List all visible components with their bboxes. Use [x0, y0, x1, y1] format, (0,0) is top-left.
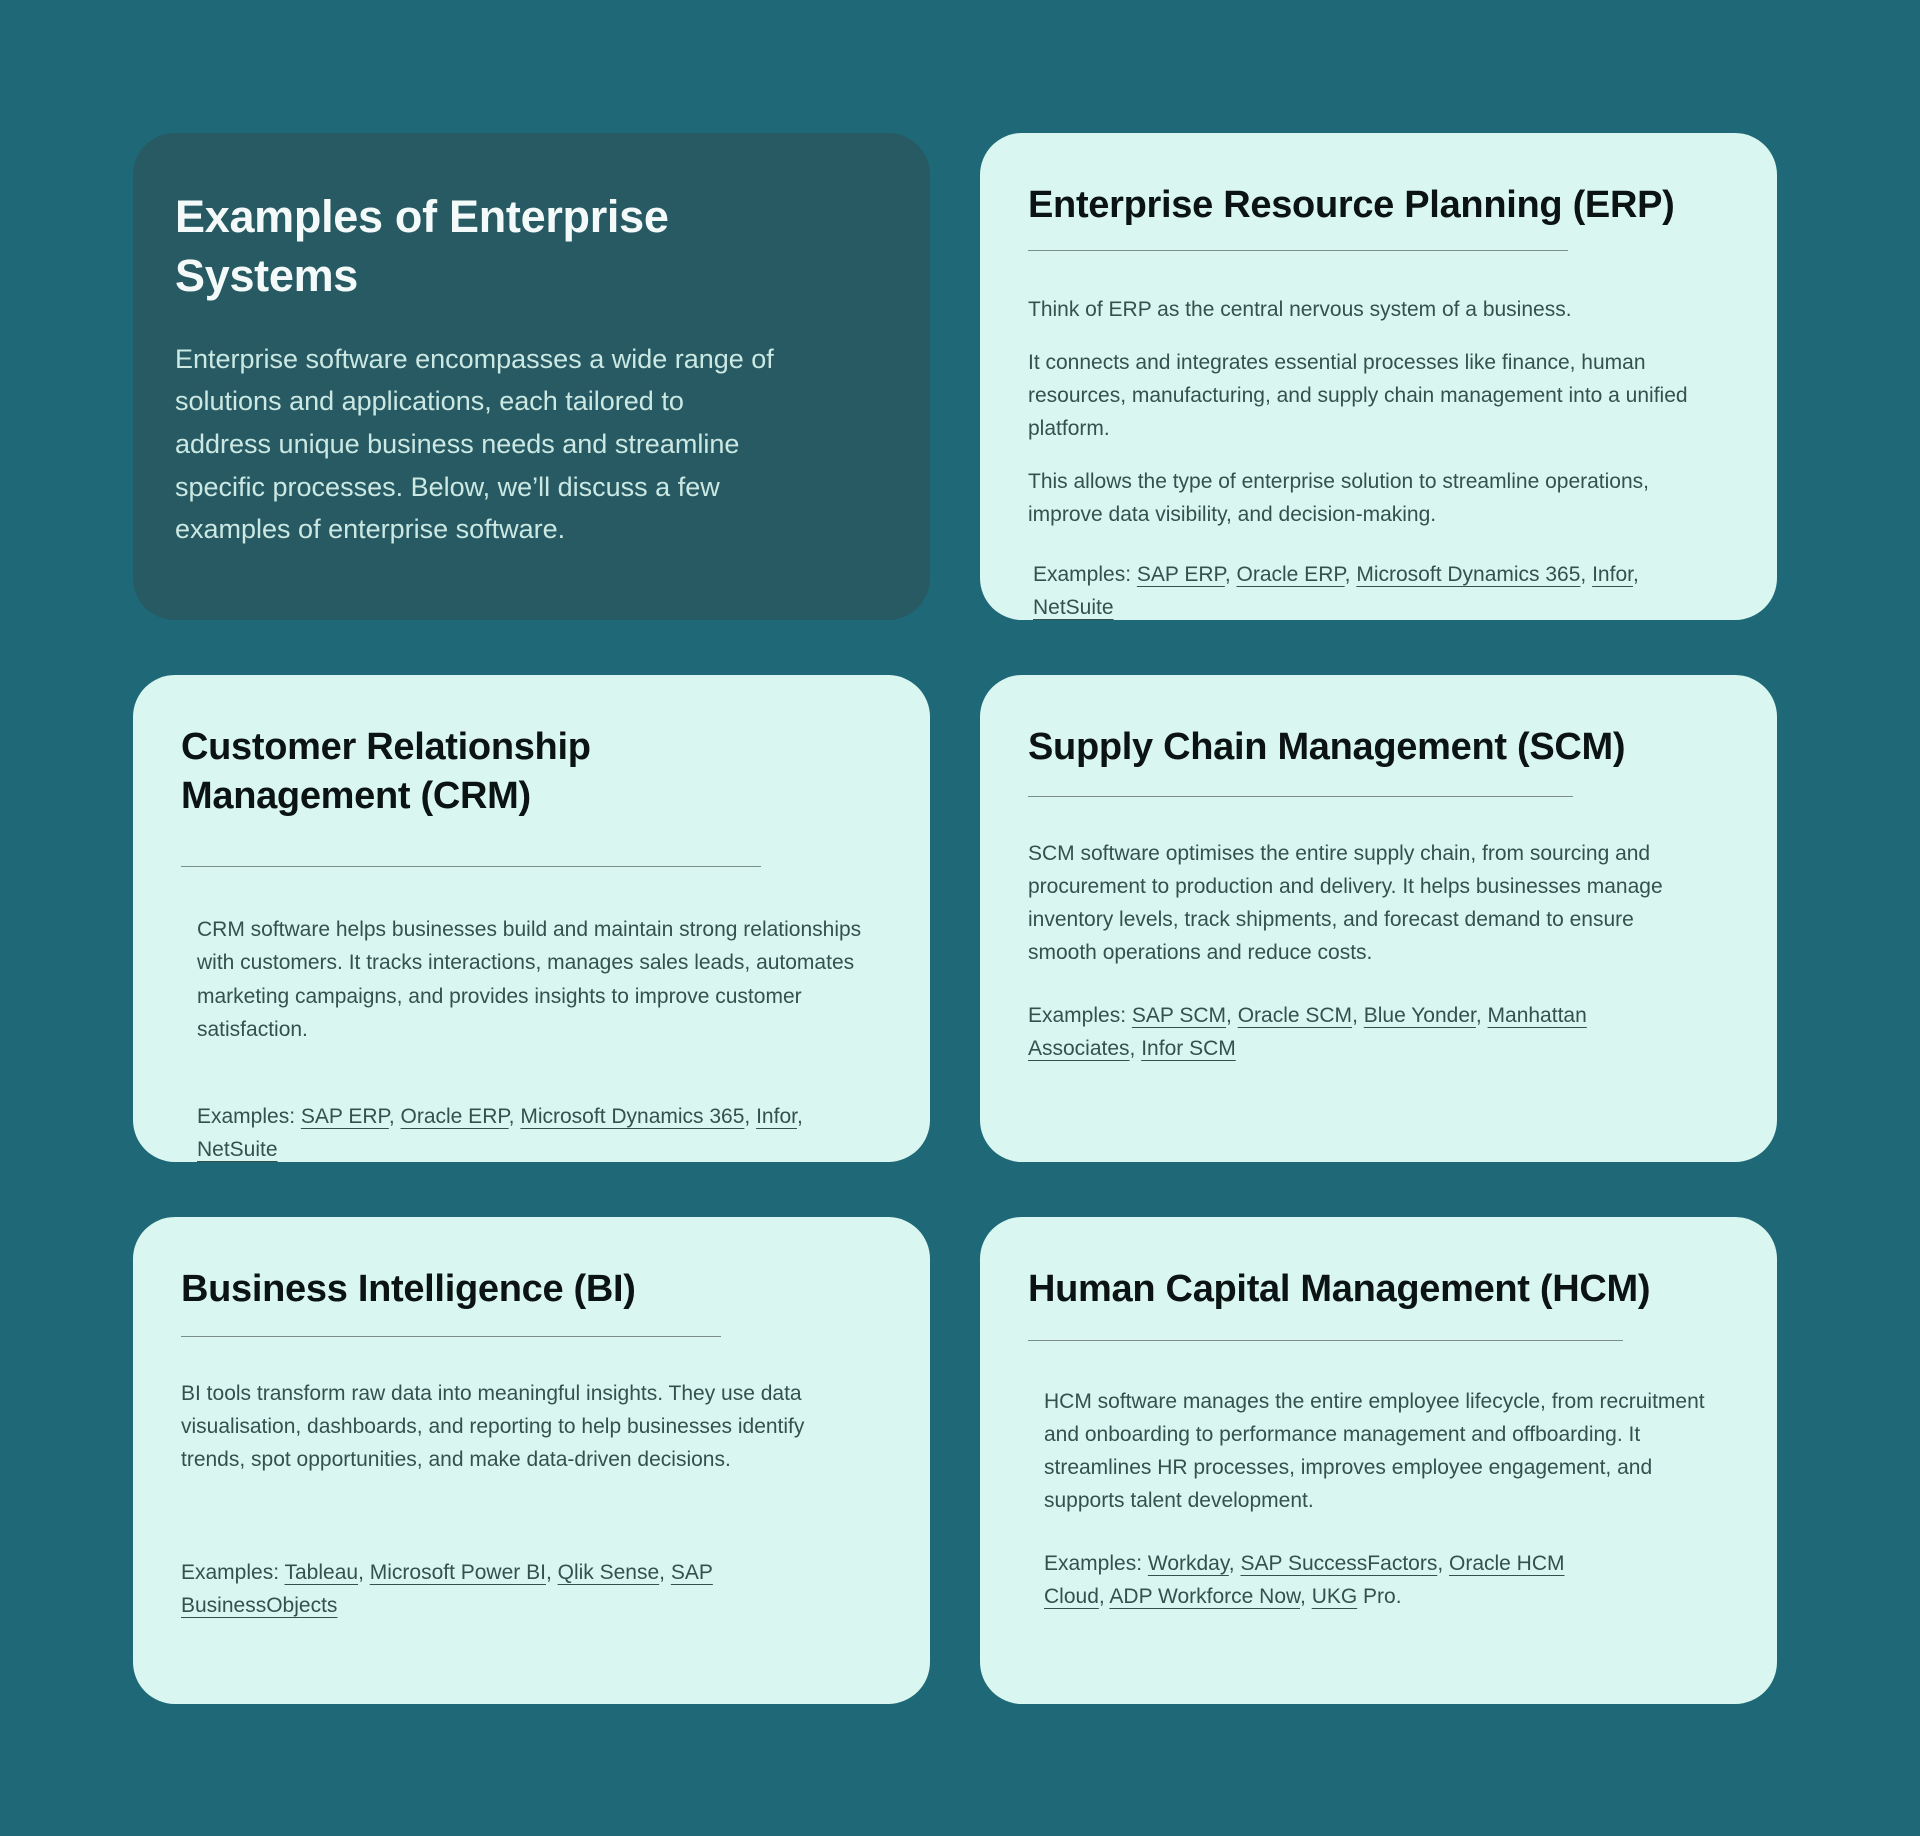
example-link[interactable]: ADP Workforce Now — [1109, 1585, 1301, 1609]
example-link[interactable]: Microsoft Dynamics 365 — [520, 1104, 745, 1128]
card-erp-paragraph: Think of ERP as the central nervous system of a business. — [1028, 297, 1572, 321]
intro-card — [133, 133, 930, 620]
examples-label: , — [358, 1561, 370, 1585]
examples-label: Examples: — [1028, 1004, 1132, 1028]
examples-label: , — [388, 1104, 401, 1128]
example-link[interactable]: Infor SCM — [1141, 1037, 1236, 1061]
example-link[interactable]: SAP SuccessFactors — [1240, 1552, 1438, 1576]
examples-label: , — [1300, 1585, 1312, 1609]
example-link[interactable]: SAP ERP — [1136, 562, 1225, 586]
card-erp-title: Enterprise Resource Planning (ERP) — [1028, 184, 1675, 226]
card-crm-examples — [181, 1100, 846, 1162]
card-bi-body — [181, 1377, 882, 1477]
example-link[interactable]: Microsoft Dynamics 365 — [1356, 562, 1581, 586]
card-hcm-paragraph: HCM software manages the entire employee lifecycle, from recruitment and onboarding to performance management and offboarding. It streamlines HR processes, improves employee engagement, and supports talent development. — [1044, 1389, 1705, 1513]
examples-label: , — [796, 1104, 803, 1128]
card-bi-paragraph: BI tools transform raw data into meaningful insights. They use data visualisation, dashboards, and reporting to help businesses identify trends, spot opportunities, and make data-driven decisions. — [181, 1381, 805, 1471]
page-title: Examples of Enterprise Systems — [175, 191, 669, 302]
examples-label: , — [1352, 1004, 1364, 1028]
example-link[interactable]: Oracle SCM — [1237, 1004, 1353, 1028]
examples-label: , — [1580, 562, 1593, 586]
card-scm-body — [1028, 837, 1729, 970]
card-crm-title: Customer Relationship Management (CRM) — [181, 726, 591, 817]
examples-label: Examples: — [1044, 1552, 1148, 1576]
example-link[interactable]: Oracle HCM Cloud — [1044, 1552, 1565, 1609]
card-bi — [133, 1217, 930, 1704]
card-erp-examples — [1028, 558, 1693, 620]
examples-label: , — [1224, 562, 1237, 586]
divider — [1028, 250, 1568, 251]
card-erp-paragraph: This allows the type of enterprise solution to streamline operations, improve data visibility, and decision-making. — [1028, 470, 1649, 527]
card-erp-paragraph: It connects and integrates essential processes like finance, human resources, manufacturing, and supply chain management into a unified platform. — [1028, 350, 1688, 441]
card-hcm-title: Human Capital Management (HCM) — [1028, 1268, 1651, 1310]
card-scm-title: Supply Chain Management (SCM) — [1028, 726, 1626, 768]
card-bi-title: Business Intelligence (BI) — [181, 1268, 636, 1310]
examples-label: , — [1632, 562, 1639, 586]
example-link[interactable]: Oracle ERP — [1236, 562, 1345, 586]
examples-label: Examples: — [197, 1104, 301, 1128]
card-bi-examples — [181, 1556, 846, 1622]
example-link[interactable]: Workday — [1147, 1552, 1229, 1576]
example-link[interactable]: SAP SCM — [1131, 1004, 1227, 1028]
example-link[interactable]: Manhattan Associates — [1028, 1004, 1587, 1061]
example-link[interactable]: Blue Yonder — [1363, 1004, 1476, 1028]
card-scm-examples — [1028, 999, 1668, 1065]
examples-label: , — [1098, 1585, 1110, 1609]
card-erp-body — [1028, 293, 1729, 532]
example-link[interactable]: Tableau — [284, 1561, 359, 1585]
example-link[interactable]: SAP ERP — [300, 1104, 389, 1128]
examples-label: , — [1437, 1552, 1449, 1576]
examples-label: Examples: — [181, 1561, 285, 1585]
examples-label: , — [545, 1561, 558, 1585]
card-crm-paragraph: CRM software helps businesses build and maintain strong relationships with customers. It tracks interactions, manages sales leads, automates marketing campaigns, and provides insights to improve customer satisfaction. — [197, 918, 862, 1041]
examples-label: Examples: — [1033, 562, 1137, 586]
card-scm-paragraph: SCM software optimises the entire supply chain, from sourcing and procurement to production and delivery. It helps businesses manage inventory levels, track shipments, and forecast demand to ensure smooth operations and reduce costs. — [1028, 841, 1663, 965]
example-link[interactable]: NetSuite — [197, 1138, 278, 1162]
divider — [1028, 796, 1573, 797]
card-hcm-body — [1028, 1385, 1729, 1518]
example-link[interactable]: SAP BusinessObjects — [181, 1561, 713, 1618]
examples-label: , — [744, 1104, 757, 1128]
examples-label: , — [1228, 1552, 1241, 1576]
examples-label: , — [1344, 562, 1357, 586]
card-erp — [980, 133, 1777, 620]
card-hcm-examples — [1028, 1547, 1628, 1613]
divider — [181, 866, 761, 867]
examples-label: Pro. — [1357, 1585, 1402, 1609]
example-link[interactable]: Infor — [1592, 562, 1633, 586]
examples-label: , — [1475, 1004, 1488, 1028]
example-link[interactable]: Oracle ERP — [400, 1104, 509, 1128]
example-link[interactable]: Infor — [756, 1104, 797, 1128]
card-scm — [980, 675, 1777, 1162]
card-crm — [133, 675, 930, 1162]
examples-label: , — [659, 1561, 671, 1585]
card-hcm — [980, 1217, 1777, 1704]
divider — [1028, 1340, 1623, 1341]
examples-label: , — [1129, 1037, 1142, 1061]
card-crm-body — [181, 913, 882, 1046]
example-link[interactable]: Microsoft Power BI — [369, 1561, 546, 1585]
examples-label: , — [1226, 1004, 1238, 1028]
example-link[interactable]: Qlik Sense — [557, 1561, 660, 1585]
examples-label: , — [508, 1104, 521, 1128]
example-link[interactable]: NetSuite — [1033, 595, 1114, 619]
intro-description: Enterprise software encompasses a wide range of solutions and applications, each tailored to address unique business needs and streamline specific processes. Below, we’ll discuss a few examples of enterprise software. — [175, 343, 774, 545]
example-link[interactable]: UKG — [1311, 1585, 1358, 1609]
divider — [181, 1336, 721, 1337]
